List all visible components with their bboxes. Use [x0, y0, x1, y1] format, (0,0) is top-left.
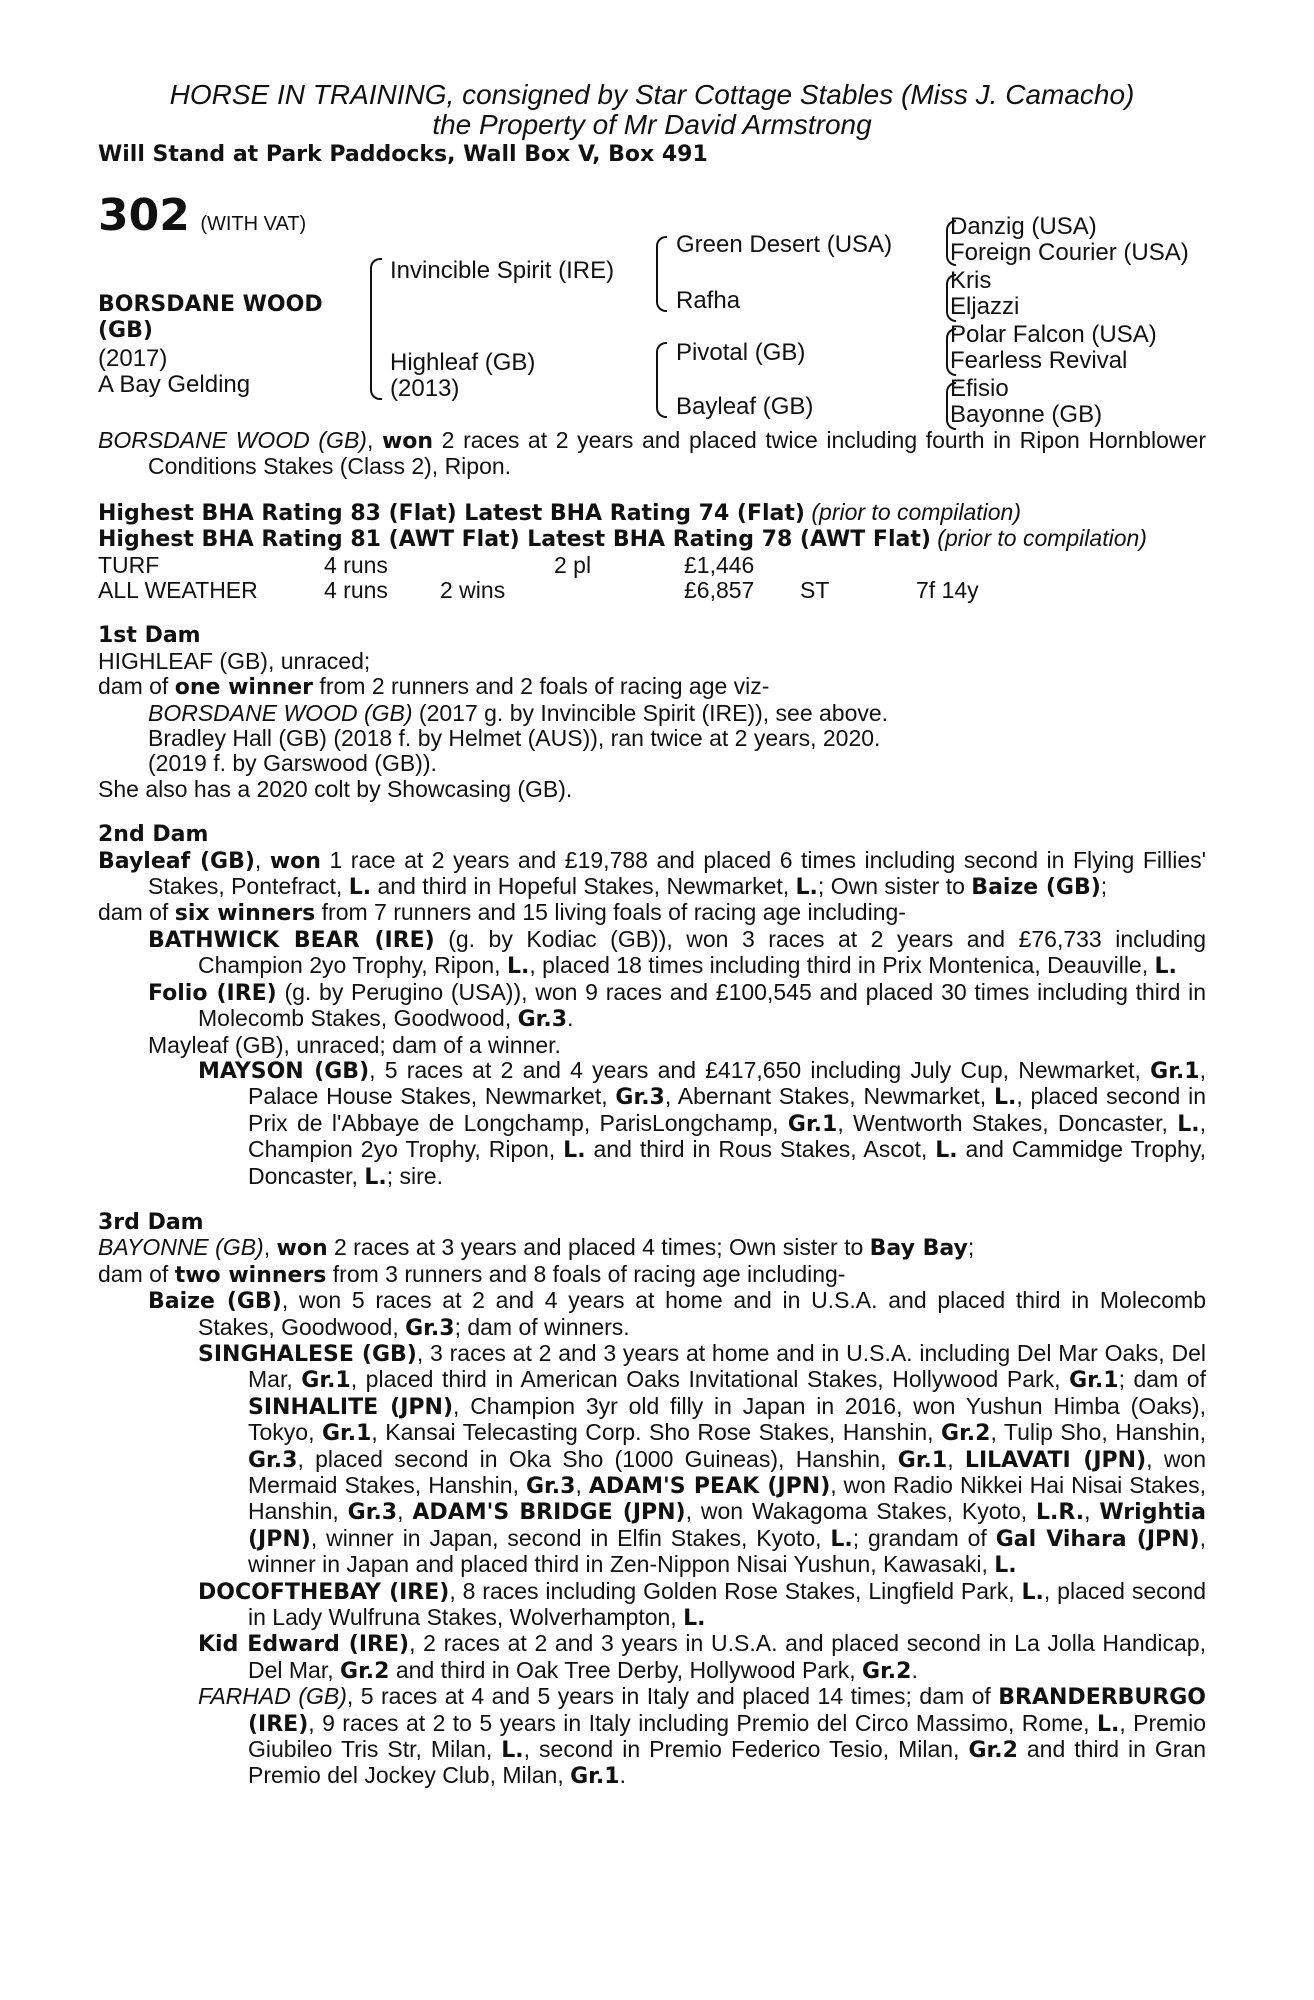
produce-item: BORSDANE WOOD (GB) (2017 g. by Invincible Spirit (IRE)), see above. — [148, 699, 889, 726]
pedigree-ssd: Foreign Courier (USA) — [950, 239, 1189, 266]
produce-item: Mayleaf (GB), unraced; dam of a winner. — [148, 1031, 561, 1058]
brace-parents — [370, 258, 382, 400]
pedigree-sire-sire: Green Desert (USA) — [676, 231, 893, 258]
pedigree-dam-dam: Bayleaf (GB) — [676, 393, 814, 420]
pedigree-dam-sire: Pivotal (GB) — [676, 339, 806, 366]
produce-item: Baize (GB), won 5 races at 2 and 4 years at home and in U.S.A. and placed third in Molecomb Stakes, Goodwood, Gr.3; dam of winners. — [148, 1287, 1206, 1341]
brace-sire-parents — [656, 236, 667, 312]
property-line: the Property of Mr David Armstrong — [432, 109, 872, 140]
catalogue-page — [98, 80, 1206, 1790]
pedigree-dam: Highleaf (GB) — [390, 349, 536, 376]
pedigree-dsd: Fearless Revival — [950, 347, 1128, 374]
horse-year: (2017) — [98, 345, 168, 372]
record-row-turf: TURF 4 runs 2 pl £1,446 — [98, 551, 755, 578]
ratings-line-2: Highest BHA Rating 81 (AWT Flat) Latest BHA Rating 78 (AWT Flat) (prior to compilation) — [98, 525, 1147, 553]
second-dam-line: Bayleaf (GB), won 1 race at 2 years and £19,788 and placed 6 times including second in Flying Fillies' Stakes, Pontefract, L. and third in Hopeful Stakes, Newmarket, L.; Own sister to Baize (GB); — [98, 846, 1207, 901]
ratings-line-1: Highest BHA Rating 83 (Flat) Latest BHA Rating 74 (Flat) (prior to compilation) — [98, 498, 1022, 526]
second-dam-produce-summary: dam of six winners from 7 runners and 15 living foals of racing age including- — [98, 899, 906, 927]
pedigree-ddd: Bayonne (GB) — [950, 401, 1103, 428]
produce-item: Kid Edward (IRE), 2 races at 2 and 3 years in U.S.A. and placed second in La Jolla Handicap, Del Mar, Gr.2 and third in Oak Tree Derby, Hollywood Park, Gr.2. — [198, 1630, 1206, 1684]
catalogue-body — [98, 420, 1206, 1790]
first-dam-produce-summary: dam of one winner from 2 runners and 2 foals of racing age viz- — [98, 673, 770, 701]
consignor-line: HORSE IN TRAINING, consigned by Star Cottage Stables (Miss J. Camacho) — [169, 79, 1135, 110]
stand-location: Will Stand at Park Paddocks, Wall Box V, Box 491 — [98, 142, 708, 167]
horse-name: BORSDANE WOOD (GB) — [98, 292, 323, 343]
produce-item: MAYSON (GB), 5 races at 2 and 4 years and £417,650 including July Cup, Newmarket, Gr.1, Palace House Stakes, Newmarket, Gr.3, Abernant Stakes, Newmarket, L., placed second in Prix de l'Abbaye de Longchamp, ParisLongchamp, Gr.1, Wentworth Stakes, Doncaster, L., Champion 2yo Trophy, Ripon, L. and third in Rous Stakes, Ascot, L. and Cammidge Trophy, Doncaster, L.; sire. — [198, 1056, 1207, 1190]
race-summary: BORSDANE WOOD (GB), won 2 races at 2 years and placed twice including fourth in Ripon Hornblower Conditions Stakes (Class 2), Ripon. — [98, 427, 1206, 480]
second-dam-heading: 2nd Dam — [98, 822, 209, 848]
first-dam-heading: 1st Dam — [98, 623, 201, 649]
pedigree-dds: Efisio — [950, 375, 1009, 402]
pedigree-block — [98, 170, 1206, 428]
horse-description: A Bay Gelding — [98, 371, 251, 398]
produce-item: Folio (IRE) (g. by Perugino (USA)), won 9 races and £100,545 and placed 30 times including third in Molecomb Stakes, Goodwood, Gr.3. — [148, 978, 1206, 1033]
third-dam-line: BAYONNE (GB), won 2 races at 3 years and placed 4 times; Own sister to Bay Bay; — [98, 1234, 975, 1262]
produce-item: SINGHALESE (GB), 3 races at 2 and 3 years at home and in U.S.A. including Del Mar Oaks, Del Mar, Gr.1, placed third in American Oaks Invitational Stakes, Hollywood Park, Gr.1; dam of SINHALITE (JPN), Champion 3yr old filly in Japan in 2016, won Yushun Himba (Oaks), Tokyo, Gr.1, Kansai Telecasting Corp. Sho Rose Stakes, Hanshin, Gr.2, Tulip Sho, Hanshin, Gr.3, placed second in Oka Sho (1000 Guineas), Hanshin, Gr.1, LILAVATI (JPN), won Mermaid Stakes, Hanshin, Gr.3, ADAM'S PEAK (JPN), won Radio Nikkei Hai Nisai Stakes, Hanshin, Gr.3, ADAM'S BRIDGE (JPN), won Wakagoma Stakes, Kyoto, L.R., Wrightia (JPN), winner in Japan, second in Elfin Stakes, Kyoto, L.; grandam of Gal Vihara (JPN), winner in Japan and placed third in Zen-Nippon Nisai Yushun, Kawasaki, L. — [198, 1339, 1207, 1579]
pedigree-sire-dam: Rafha — [676, 287, 741, 314]
pedigree-dss: Polar Falcon (USA) — [950, 321, 1157, 348]
third-dam-produce-summary: dam of two winners from 3 runners and 8 foals of racing age including- — [98, 1260, 846, 1288]
pedigree-sire: Invincible Spirit (IRE) — [390, 257, 615, 284]
lot-heading — [98, 192, 306, 240]
record-row-all-weather: ALL WEATHER 4 runs 2 wins £6,857 ST 7f 14y — [98, 577, 979, 604]
produce-item: (2019 f. by Garswood (GB)). — [148, 750, 437, 777]
third-dam-heading: 3rd Dam — [98, 1209, 204, 1235]
produce-item: Bradley Hall (GB) (2018 f. by Helmet (AUS)), ran twice at 2 years, 2020. — [148, 725, 881, 752]
vat-label: (WITH VAT) — [200, 213, 307, 235]
brace-dam-parents — [656, 342, 667, 418]
pedigree-dam-year: (2013) — [390, 375, 460, 402]
lot-number: 302 — [98, 190, 190, 241]
pedigree-sss: Danzig (USA) — [950, 213, 1097, 240]
pedigree-sds: Kris — [950, 267, 992, 294]
produce-item: BATHWICK BEAR (IRE) (g. by Kodiac (GB)), won 3 races at 2 years and £76,733 including Champion 2yo Trophy, Ripon, L., placed 18 times including third in Prix Montenica, Deauville, L. — [148, 925, 1206, 980]
first-dam-line: HIGHLEAF (GB), unraced; — [98, 647, 371, 674]
produce-item: DOCOFTHEBAY (IRE), 8 races including Golden Rose Stakes, Lingfield Park, L., placed second in Lady Wulfruna Stakes, Wolverhampton, L. — [198, 1577, 1206, 1632]
produce-note: She also has a 2020 colt by Showcasing (GB). — [98, 775, 573, 802]
pedigree-sdd: Eljazzi — [950, 293, 1020, 320]
produce-item: FARHAD (GB), 5 races at 4 and 5 years in Italy and placed 14 times; dam of BRANDERBURGO (IRE), 9 races at 2 to 5 years in Italy including Premio del Circo Massimo, Rome, L., Premio Giubileo Tris Str, Milan, L., second in Premio Federico Tesio, Milan, Gr.2 and third in Gran Premio del Jockey Club, Milan, Gr.1. — [198, 1683, 1207, 1790]
